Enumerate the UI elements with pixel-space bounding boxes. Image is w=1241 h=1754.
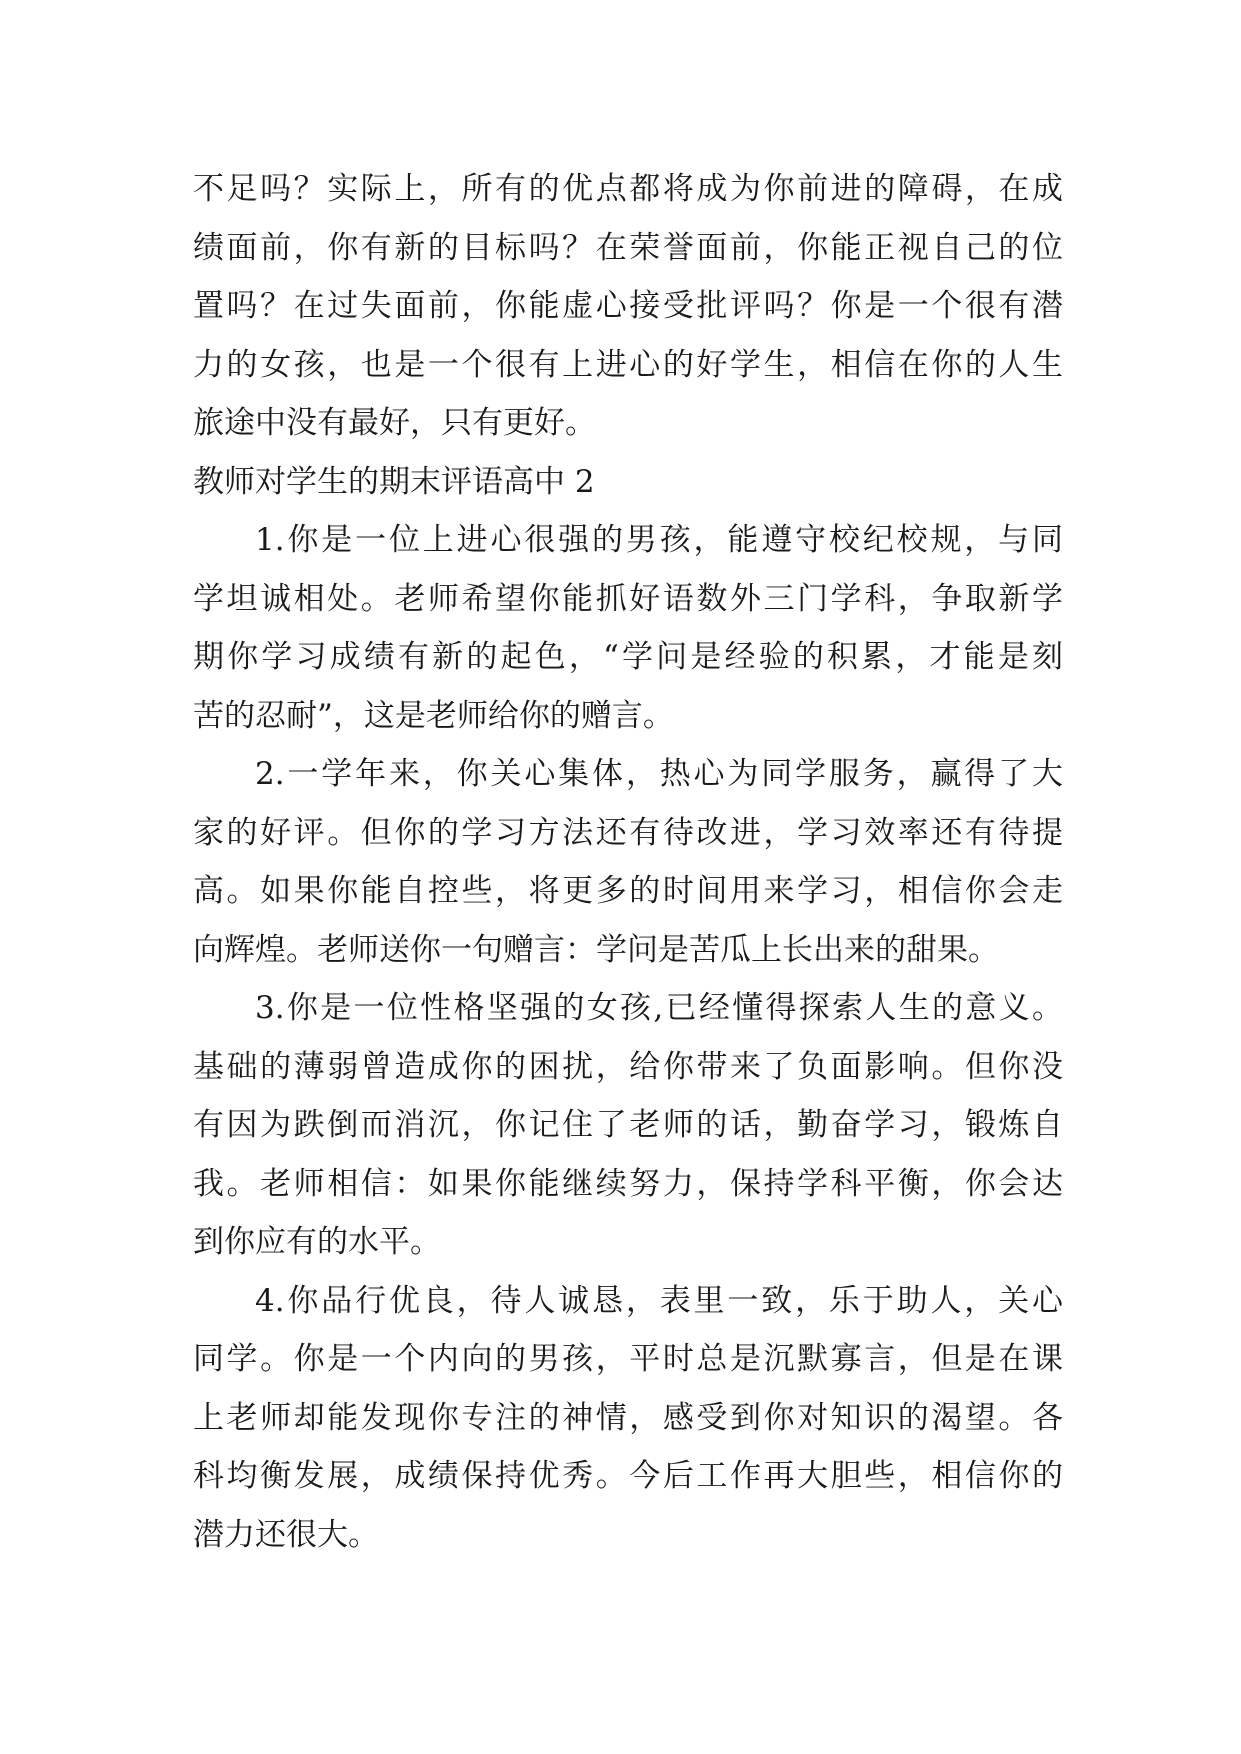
comment-paragraph (193, 745, 1063, 979)
comment-line: 1.你是一位上进心很强的男孩，能遵守校纪校规，与同 (255, 522, 1063, 558)
comment-line: 期你学习成绩有新的起色，“学问是经验的积累，才能是刻 (193, 639, 1063, 675)
comment-line: 高。如果你能自控些，将更多的时间用来学习，相信你会走 (193, 873, 1063, 909)
section-heading: 教师对学生的期末评语高中 2 (193, 463, 595, 500)
comment-line: 有因为跌倒而消沉，你记住了老师的话，勤奋学习，锻炼自 (193, 1107, 1063, 1143)
intro-line: 绩面前，你有新的目标吗？在荣誉面前，你能正视自己的位 (193, 229, 1063, 266)
comment-line: 到你应有的水平。 (193, 1224, 441, 1260)
comment-line: 我。老师相信：如果你能继续努力，保持学科平衡，你会达 (193, 1165, 1063, 1202)
comment-paragraph (193, 511, 1063, 745)
comment-line: 基础的薄弱曾造成你的困扰，给你带来了负面影响。但你没 (193, 1048, 1063, 1085)
intro-line: 力的女孩，也是一个很有上进心的好学生，相信在你的人生 (193, 346, 1063, 383)
intro-line: 不足吗？实际上，所有的优点都将成为你前进的障碍，在成 (193, 171, 1063, 207)
comment-line: 苦的忍耐”，这是老师给你的赠言。 (193, 697, 674, 734)
comment-paragraph (193, 1272, 1063, 1565)
document-body (193, 160, 1063, 1564)
comment-line: 上老师却能发现你专注的神情，感受到你对知识的渴望。各 (193, 1399, 1063, 1436)
intro-line: 旅途中没有最好，只有更好。 (193, 405, 596, 441)
comment-line: 学坦诚相处。老师希望你能抓好语数外三门学科，争取新学 (193, 580, 1063, 617)
comment-line: 2.一学年来，你关心集体，热心为同学服务，赢得了大 (255, 756, 1063, 792)
comment-line: 潜力还很大。 (193, 1516, 379, 1553)
comment-line: 家的好评。但你的学习方法还有待改进，学习效率还有待提 (193, 814, 1063, 851)
comment-line: 3.你是一位性格坚强的女孩,已经懂得探索人生的意义。 (255, 990, 1063, 1026)
comment-line: 同学。你是一个内向的男孩，平时总是沉默寡言，但是在课 (193, 1341, 1063, 1377)
intro-line: 置吗？在过失面前，你能虚心接受批评吗？你是一个很有潜 (193, 288, 1063, 324)
comment-line: 科均衡发展，成绩保持优秀。今后工作再大胆些，相信你的 (193, 1458, 1063, 1494)
comment-line: 4.你品行优良，待人诚恳，表里一致，乐于助人，关心 (255, 1282, 1063, 1319)
comment-line: 向辉煌。老师送你一句赠言：学问是苦瓜上长出来的甜果。 (193, 931, 999, 968)
comment-paragraph (193, 979, 1063, 1272)
